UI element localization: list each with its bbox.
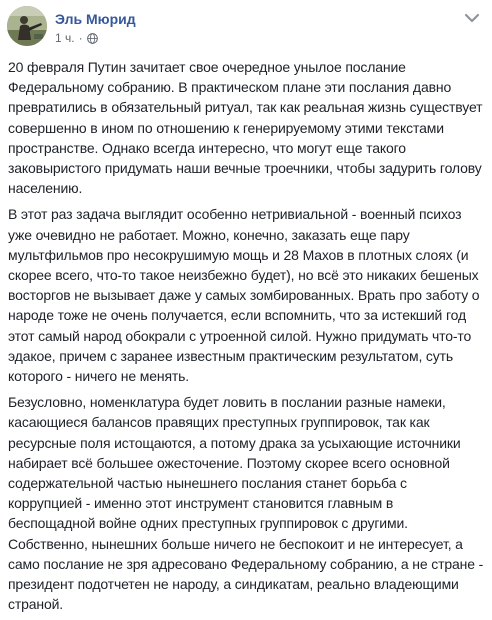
post-paragraph: В этот раз задача выглядит особенно нетривиальной - военный психоз уже очевидно не работает. Можно, конечно, заказать еще пару мультфильмов про несокрушимую мощь и 28 Махов в плотных слоях (и скорее всего, что-то такое неизбежно будет), но всё это никаких бешеных восторгов не вызывает даже у самых зомбированных. Врать про заботу о народе тоже не очень получается, если вспомнить, что за истекший год этот самый народ обокрали с утроенной силой. Нужно придумать что-то эдакое, причем с заранее известным практическим результатом, суть которого - ничего не менять. — [8, 206, 480, 385]
chevron-down-icon[interactable] — [461, 10, 483, 26]
avatar[interactable] — [7, 6, 47, 46]
post-header — [7, 6, 485, 50]
globe-icon — [87, 33, 98, 44]
post-meta — [55, 31, 98, 45]
post-body — [8, 57, 484, 620]
meta-separator: · — [78, 31, 83, 45]
post-paragraph: Безусловно, номенклатура будет ловить в послании разные намеки, касающиеся балансов правящих преступных группировок, так как ресурсные поля истощаются, а потому драка за усыхающие источники набирает всё большее ожесточение. Поэтому скорее всего основной содержательной частью нынешнего послания станет борьба с коррупцией - именно этот инструмент становится главным в беспощадной войне одних преступных группировок с другими. Собственно, нынешних больше ничего не беспокоит и не интересует, а само послание не зря адресовано Федеральному собранию, а не стране - президент подотчетен не народу, а синдикатам, реально владеющими страной. — [8, 394, 484, 613]
post-timestamp[interactable]: 1 ч. — [55, 31, 75, 45]
author-name[interactable]: Эль Мюрид — [55, 11, 136, 27]
post-paragraph: 20 февраля Путин зачитает свое очередное унылое послание Федеральному собранию. В практическом плане эти послания давно превратились в обязательный ритуал, так как реальная жизнь существует совершенно в ином по отношению к генерируемому этими текстами пространстве. Однако всегда интересно, что могут еще такого заковыристого придумать наши вечные троечники, чтобы задурить голову населению. — [8, 59, 483, 197]
